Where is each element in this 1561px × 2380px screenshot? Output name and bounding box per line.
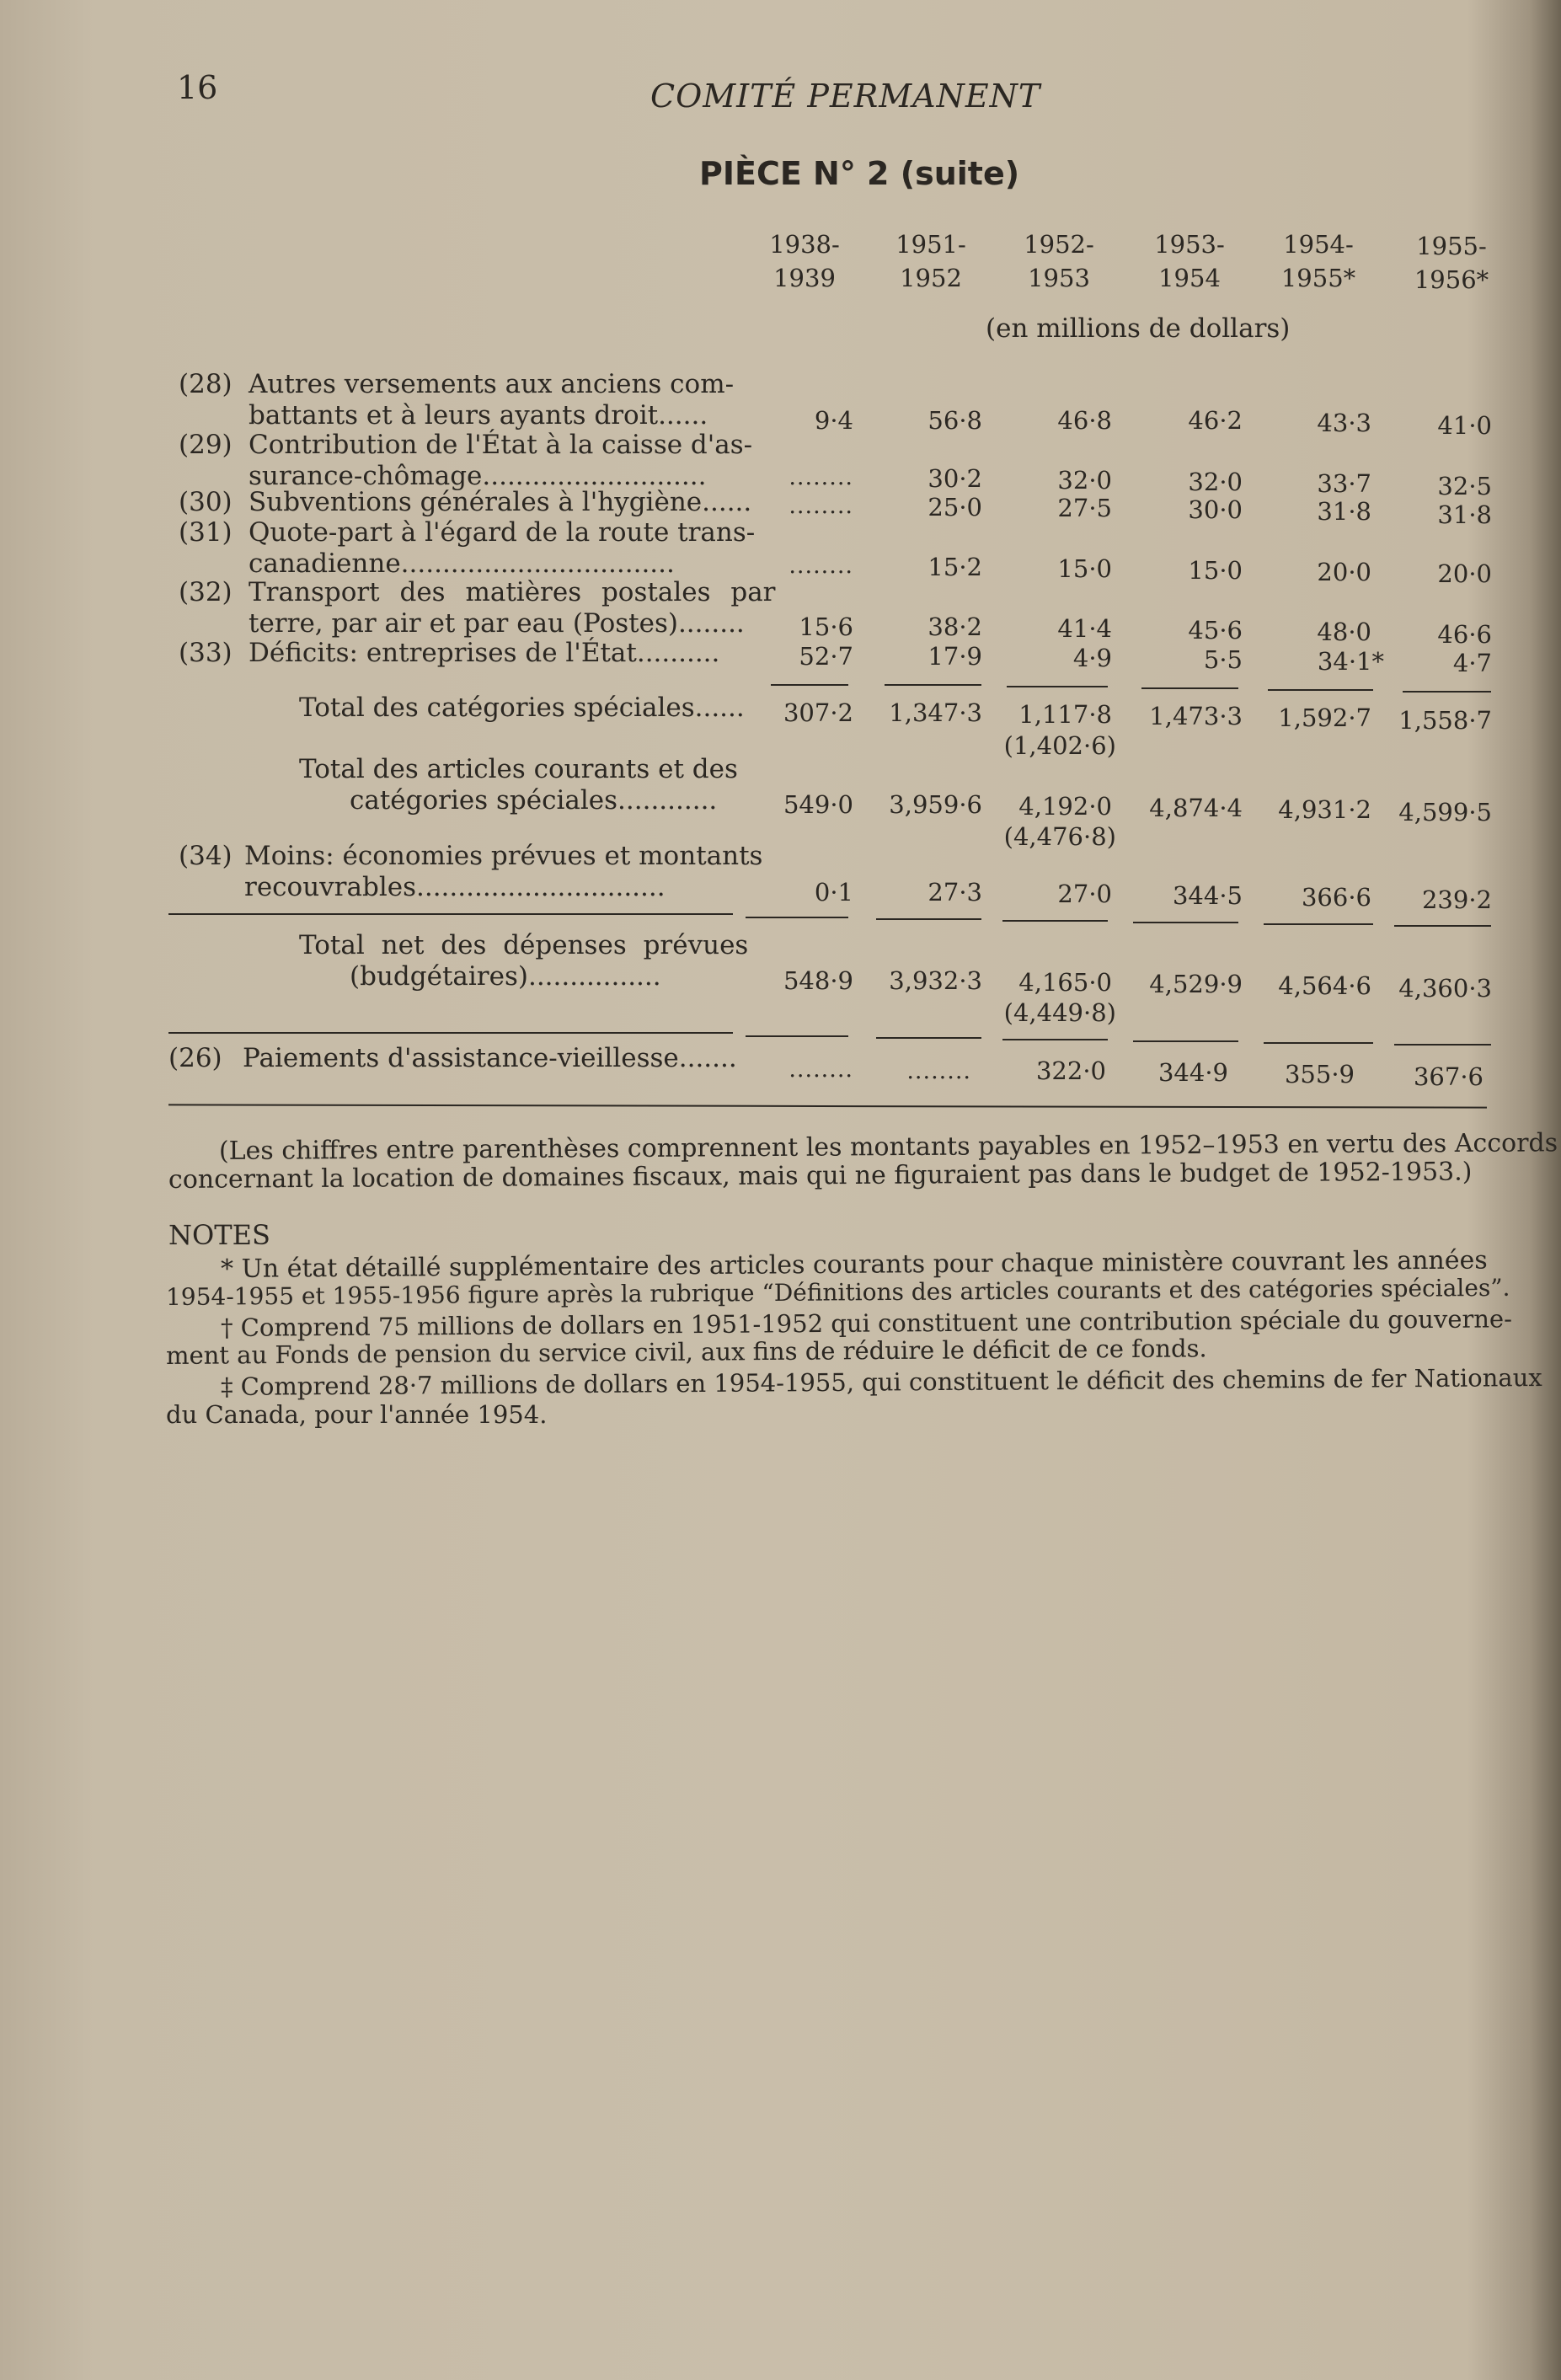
paren-note-line: concernant la location de domaines fiscaux, mais qui ne figuraient pas dans le budget de 1952-1953.)	[168, 1157, 1473, 1195]
cell: 38·2	[928, 612, 982, 641]
cell: 41·0	[1437, 411, 1492, 440]
cell: 1,473·3	[1149, 702, 1243, 730]
row-number: (30)	[179, 487, 233, 517]
column-rule	[746, 917, 848, 918]
row-label-line: Paiements d'assistance-vieillesse.......	[243, 1043, 737, 1073]
section-rule	[168, 913, 733, 915]
cell: 3,932·3	[889, 966, 982, 995]
cell: 4·9	[1072, 644, 1112, 672]
cell: 4,192·0	[1018, 792, 1112, 821]
cell: 46·8	[1057, 406, 1112, 435]
cell: 25·0	[928, 493, 982, 521]
cell: 549·0	[783, 790, 853, 819]
table-bottom-rule	[168, 1104, 1487, 1108]
cell: 56·8	[928, 406, 982, 435]
cell: 17·9	[928, 642, 982, 671]
cell: 1,592·7	[1278, 703, 1371, 732]
column-rule	[771, 684, 848, 686]
row-label-line: recouvrables..............................	[244, 872, 666, 902]
row-number: (32)	[179, 577, 233, 607]
column-rule	[1394, 925, 1491, 927]
row-number: (31)	[179, 517, 233, 548]
column-rule	[746, 1035, 848, 1037]
cell: 32·0	[1057, 466, 1112, 495]
cell-paren: (1,402·6)	[1003, 731, 1116, 760]
total-current-label: catégories spéciales............	[350, 785, 718, 816]
unit-label: (en millions de dollars)	[986, 313, 1291, 344]
cell: ........	[789, 553, 853, 579]
column-rule	[876, 1037, 981, 1039]
cell: 34·1*	[1317, 647, 1384, 676]
cell: 32·0	[1188, 468, 1243, 496]
note-line: ment au Fonds de pension du service civil, aux fins de réduire le déficit de ce fonds.	[165, 1334, 1207, 1370]
cell: 1,117·8	[1018, 700, 1112, 729]
column-rule	[1007, 686, 1108, 687]
cell: 41·4	[1057, 614, 1112, 643]
row-label-line: battants et à leurs ayants droit......	[249, 400, 708, 431]
page-title: COMITÉ PERMANENT	[650, 78, 1041, 115]
cell-paren: (4,476·8)	[1003, 822, 1116, 851]
column-rule	[876, 918, 981, 920]
cell: 367·6	[1413, 1062, 1483, 1091]
cell: 30·0	[1188, 495, 1243, 524]
cell: 20·0	[1317, 558, 1371, 586]
cell: 4·7	[1452, 649, 1492, 677]
col-header-1938: 1938- 1939	[769, 230, 840, 292]
column-rule	[885, 684, 981, 686]
row-label-line: Quote-part à l'égard de la route trans-	[249, 517, 756, 548]
row-label-line: Contribution de l'État à la caisse d'as-	[249, 430, 753, 460]
col-header-1955: 1955- 1956*	[1414, 232, 1489, 294]
cell: ........	[789, 493, 853, 519]
paren-note-line: (Les chiffres entre parenthèses comprennent les montants payables en 1952–1953 en vertu des Accords	[218, 1128, 1558, 1166]
cell: 15·0	[1188, 556, 1243, 585]
row-number: (33)	[179, 638, 233, 668]
notes-heading: NOTES	[168, 1219, 270, 1251]
row-label-line: Autres versements aux anciens com-	[249, 369, 735, 399]
row-label-line: terre, par air et par eau (Postes)........	[249, 608, 745, 639]
row-label-line: canadienne.................................	[249, 548, 675, 579]
row-label-line: Déficits: entreprises de l'État..........	[249, 638, 720, 668]
cell: 322·0	[1035, 1056, 1106, 1085]
row-number: (34)	[179, 841, 233, 871]
cell: 31·8	[1317, 497, 1371, 526]
section-rule	[168, 1032, 733, 1034]
cell: 4,360·3	[1398, 974, 1492, 1003]
cell: 1,347·3	[889, 698, 982, 727]
cell: 548·9	[783, 966, 853, 995]
cell: 239·2	[1421, 885, 1492, 914]
net-total-label: Total net des dépenses prévues	[299, 930, 749, 960]
column-rule	[1264, 923, 1373, 925]
column-rule	[1268, 689, 1373, 691]
page-number: 16	[177, 69, 218, 106]
row-number: (26)	[168, 1043, 222, 1073]
cell: 15·6	[799, 612, 853, 641]
note-line: du Canada, pour l'année 1954.	[166, 1400, 548, 1429]
cell: 4,599·5	[1398, 798, 1492, 826]
cell: 48·0	[1317, 618, 1371, 646]
column-rule	[1002, 1039, 1108, 1040]
cell: 5·5	[1203, 645, 1243, 674]
cell: 344·5	[1172, 881, 1243, 910]
cell: 3,959·6	[889, 790, 982, 819]
col-header-1954: 1954- 1955*	[1280, 230, 1356, 292]
cell: ........	[789, 1056, 853, 1083]
cell: 4,931·2	[1278, 795, 1371, 824]
cell: 33·7	[1317, 469, 1371, 498]
column-rule	[1002, 920, 1108, 922]
total-current-label: Total des articles courants et des	[299, 754, 738, 784]
cell: 15·0	[1057, 554, 1112, 583]
row-number: (29)	[179, 430, 233, 460]
col-header-1953: 1953- 1954	[1154, 230, 1225, 292]
cell: 4,165·0	[1018, 968, 1112, 997]
column-rule	[1133, 922, 1238, 923]
column-rule	[1403, 691, 1491, 693]
row-label-line: Subventions générales à l'hygiène......	[249, 487, 752, 517]
cell: 46·6	[1437, 620, 1492, 649]
cell: 20·0	[1437, 559, 1492, 588]
column-rule	[1264, 1042, 1373, 1044]
total-special-label: Total des catégories spéciales......	[299, 693, 745, 723]
cell: 43·3	[1317, 409, 1371, 437]
cell-paren: (4,449·8)	[1003, 998, 1116, 1027]
cell: 27·5	[1057, 494, 1112, 522]
column-rule	[1133, 1040, 1238, 1042]
cell: 45·6	[1188, 616, 1243, 644]
col-header-1951: 1951- 1952	[895, 230, 966, 292]
cell: ........	[789, 464, 853, 490]
note-line: ‡ Comprend 28·7 millions de dollars en 1954-1955, qui constituent le déficit des chemins de fer Nationaux	[220, 1363, 1542, 1401]
column-rule	[1394, 1044, 1491, 1046]
cell: 46·2	[1188, 406, 1243, 435]
cell: 4,529·9	[1149, 970, 1243, 998]
cell: ........	[906, 1058, 971, 1084]
exhibit-title: PIÈCE N° 2 (suite)	[699, 155, 1020, 192]
row-label-line: surance-chômage...........................	[249, 461, 707, 491]
note-line: † Comprend 75 millions de dollars en 1951-1952 qui constituent une contribution spéciale du gouverne-	[220, 1304, 1513, 1342]
cell: 1,558·7	[1398, 706, 1492, 735]
cell: 30·2	[928, 464, 982, 493]
cell: 31·8	[1437, 500, 1492, 529]
cell: 9·4	[814, 406, 853, 435]
net-total-label: (budgétaires)................	[350, 961, 661, 992]
cell: 0·1	[814, 878, 853, 907]
row-label-line: Moins: économies prévues et montants	[244, 841, 763, 871]
row-label-line: Transport des matières postales par	[249, 577, 776, 607]
cell: 4,874·4	[1149, 794, 1243, 822]
col-header-1952: 1952- 1953	[1024, 230, 1094, 292]
column-rule	[1141, 687, 1238, 689]
cell: 27·3	[928, 878, 982, 907]
cell: 27·0	[1057, 880, 1112, 908]
cell: 307·2	[783, 698, 853, 727]
row-number: (28)	[179, 369, 233, 399]
cell: 32·5	[1437, 472, 1492, 500]
cell: 15·2	[928, 553, 982, 581]
cell: 355·9	[1284, 1060, 1355, 1088]
cell: 4,564·6	[1278, 971, 1371, 1000]
cell: 344·9	[1157, 1058, 1228, 1087]
note-line: * Un état détaillé supplémentaire des articles courants pour chaque ministère couvrant les années	[220, 1245, 1488, 1284]
note-line: 1954-1955 et 1955-1956 figure après la rubrique “Définitions des articles courants et des catégories spéciales”.	[165, 1273, 1510, 1311]
cell: 52·7	[799, 642, 853, 671]
cell: 366·6	[1301, 883, 1371, 912]
